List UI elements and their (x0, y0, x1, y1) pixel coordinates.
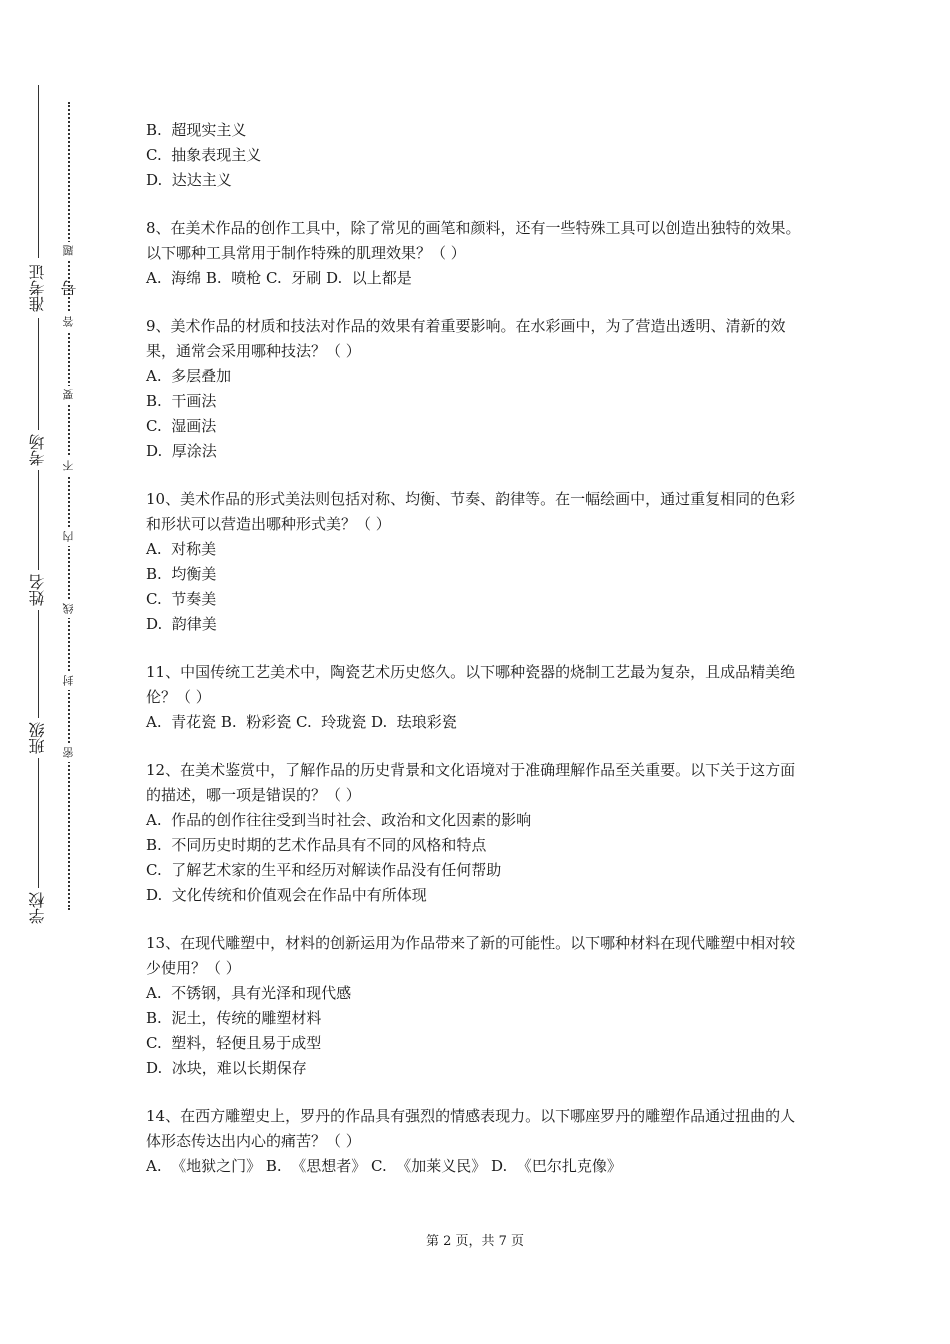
binding-solid-line (38, 85, 39, 925)
question-10 (146, 487, 810, 637)
option-c: C. 了解艺术家的生平和经历对解读作品没有任何帮助 (146, 861, 502, 879)
question-stem: 12、在美术鉴赏中，了解作品的历史背景和文化语境对于准确理解作品至关重要。以下关于这方面的描述，哪一项是错误的？（ ） (146, 761, 796, 804)
seal-char: 密 (60, 744, 78, 762)
binding-margin (0, 0, 110, 1344)
seal-char: 内 (60, 528, 78, 546)
seal-char: 要 (60, 386, 78, 404)
seal-char: 题 (60, 242, 78, 260)
question-9 (146, 314, 810, 464)
option-b: B. 不同历史时期的艺术作品具有不同的风格和特点 (146, 836, 487, 854)
options-inline: A. 海绵 B. 喷枪 C. 牙刷 D. 以上都是 (146, 269, 412, 287)
question-14 (146, 1104, 810, 1179)
option-c: C. 抽象表现主义 (146, 146, 262, 164)
option-b: B. 干画法 (146, 392, 217, 410)
option-b: B. 泥土，传统的雕塑材料 (146, 1009, 322, 1027)
page-footer: 第 2 页，共 7 页 (425, 1234, 525, 1249)
question-13 (146, 931, 810, 1081)
option-c: C. 节奏美 (146, 590, 217, 608)
option-d: D. 达达主义 (146, 171, 232, 189)
seal-char: 答 (60, 313, 78, 331)
question-12 (146, 758, 810, 908)
option-c: C. 塑料，轻便且易于成型 (146, 1034, 322, 1052)
question-stem: 10、美术作品的形式美法则包括对称、均衡、节奏、韵律等。在一幅绘画中，通过重复相同的色彩和形状可以营造出哪种形式美？（ ） (146, 490, 796, 533)
label-class: 班级 (22, 718, 54, 758)
label-exam-room: 考场 (22, 430, 54, 470)
question-stem: 9、美术作品的材质和技法对作品的效果有着重要影响。在水彩画中，为了营造出透明、清新的效果，通常会采用哪种技法？（ ） (146, 317, 786, 360)
option-a: A. 多层叠加 (146, 367, 232, 385)
options-inline: A. 《地狱之门》 B. 《思想者》 C. 《加莱义民》 D. 《巴尔扎克像》 (146, 1157, 622, 1175)
option-d: D. 冰块，难以长期保存 (146, 1059, 307, 1077)
question-stem: 8、在美术作品的创作工具中，除了常见的画笔和颜料，还有一些特殊工具可以创造出独特的效果。以下哪种工具常用于制作特殊的肌理效果？（ ） (146, 219, 801, 262)
option-c: C. 湿画法 (146, 417, 217, 435)
option-b: B. 超现实主义 (146, 121, 247, 139)
question-stem: 14、在西方雕塑史上，罗丹的作品具有强烈的情感表现力。以下哪座罗丹的雕塑作品通过扭曲的人体形态传达出内心的痛苦？（ ） (146, 1107, 796, 1150)
seal-char: 线 (60, 600, 78, 618)
option-a: A. 作品的创作往往受到当时社会、政治和文化因素的影响 (146, 811, 532, 829)
option-a: A. 对称美 (146, 540, 217, 558)
question-7-continued (146, 118, 810, 193)
label-school: 学校 (22, 888, 54, 928)
question-11 (146, 660, 810, 735)
label-name: 姓名 (22, 570, 54, 610)
option-a: A. 不锈钢，具有光泽和现代感 (146, 984, 352, 1002)
option-d: D. 厚涂法 (146, 442, 217, 460)
question-stem: 13、在现代雕塑中，材料的创新运用为作品带来了新的可能性。以下哪种材料在现代雕塑中相对较少使用？（ ） (146, 934, 796, 977)
seal-char: 封 (60, 672, 78, 690)
seal-char: 不 (60, 457, 78, 475)
question-stem: 11、中国传统工艺美术中，陶瓷艺术历史悠久。以下哪种瓷器的烧制工艺最为复杂，且成品精美绝伦？（ ） (146, 663, 796, 706)
question-list (146, 118, 810, 1202)
option-b: B. 均衡美 (146, 565, 217, 583)
label-exam-id: 准考证号 (22, 258, 54, 318)
seal-dotted-line (68, 102, 70, 910)
question-8 (146, 216, 810, 291)
option-d: D. 文化传统和价值观会在作品中有所体现 (146, 886, 427, 904)
options-inline: A. 青花瓷 B. 粉彩瓷 C. 玲珑瓷 D. 珐琅彩瓷 (146, 713, 457, 731)
option-d: D. 韵律美 (146, 615, 217, 633)
